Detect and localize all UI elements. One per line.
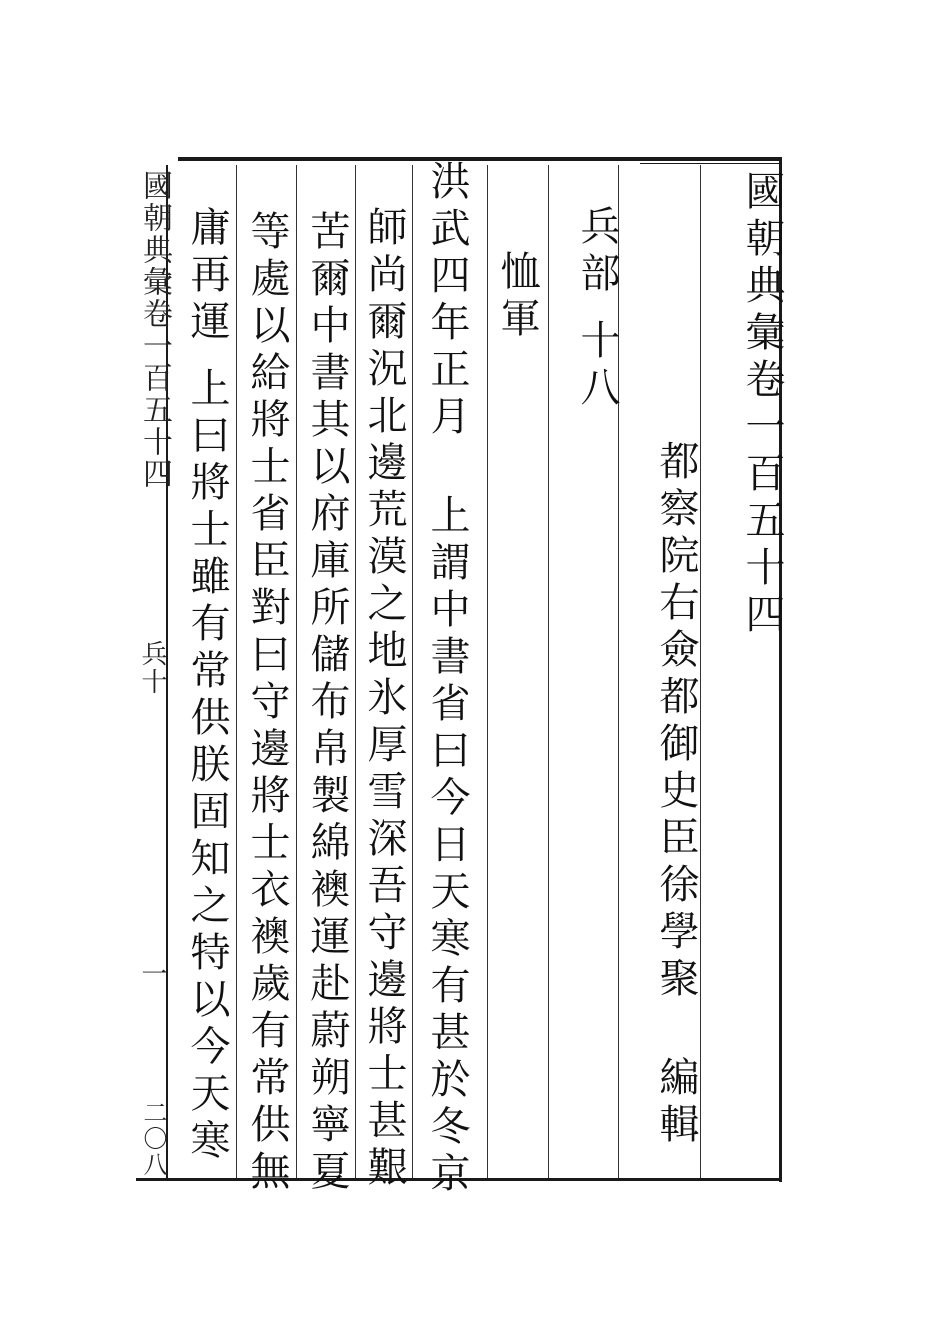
author-role: 編輯	[653, 1056, 699, 1150]
body-column-4: 等處以給將士省臣對曰守邊將士衣襖歲有常供無	[244, 210, 290, 1197]
body-column-5	[185, 206, 229, 1166]
author-name: 都察院右僉都御史臣徐學聚	[653, 440, 699, 1004]
column-divider	[548, 165, 549, 1178]
column-divider	[487, 165, 488, 1178]
body-column-text: 上曰將士雖有常供朕固知之特以今天寒	[184, 367, 230, 1166]
column-divider	[296, 165, 297, 1178]
section-heading	[575, 205, 619, 413]
book-title: 國朝典彙卷一百五十四	[739, 170, 785, 640]
margin-section-mark: 兵十	[137, 640, 167, 696]
section-number: 十八	[574, 319, 620, 413]
column-divider	[236, 165, 237, 1178]
margin-page-number: 二〇八	[139, 1100, 167, 1178]
column-divider	[412, 165, 413, 1178]
body-column-lead: 洪武四年正月	[424, 160, 470, 442]
top-border	[178, 157, 782, 161]
top-border-inner	[640, 163, 782, 164]
body-column-text: 上謂中書省曰今日天寒有甚於冬京	[424, 494, 470, 1199]
body-column-3: 苦爾中書其以府庫所儲布帛製綿襖運赴蔚朔寧夏	[304, 210, 350, 1197]
column-divider	[700, 165, 701, 1178]
body-column-lead: 庸再運	[184, 206, 230, 347]
author-line	[654, 440, 698, 1150]
margin-running-title: 國朝典彙卷一百五十四	[137, 170, 172, 490]
section-ministry: 兵部	[574, 205, 620, 299]
column-divider	[355, 165, 356, 1178]
body-column-1	[425, 160, 469, 1199]
margin-leaf-mark: 一	[137, 960, 167, 988]
subsection-heading: 恤軍	[494, 250, 540, 344]
body-column-2: 師尚爾況北邊荒漠之地氷厚雪深吾守邊將士甚艱	[361, 206, 407, 1193]
